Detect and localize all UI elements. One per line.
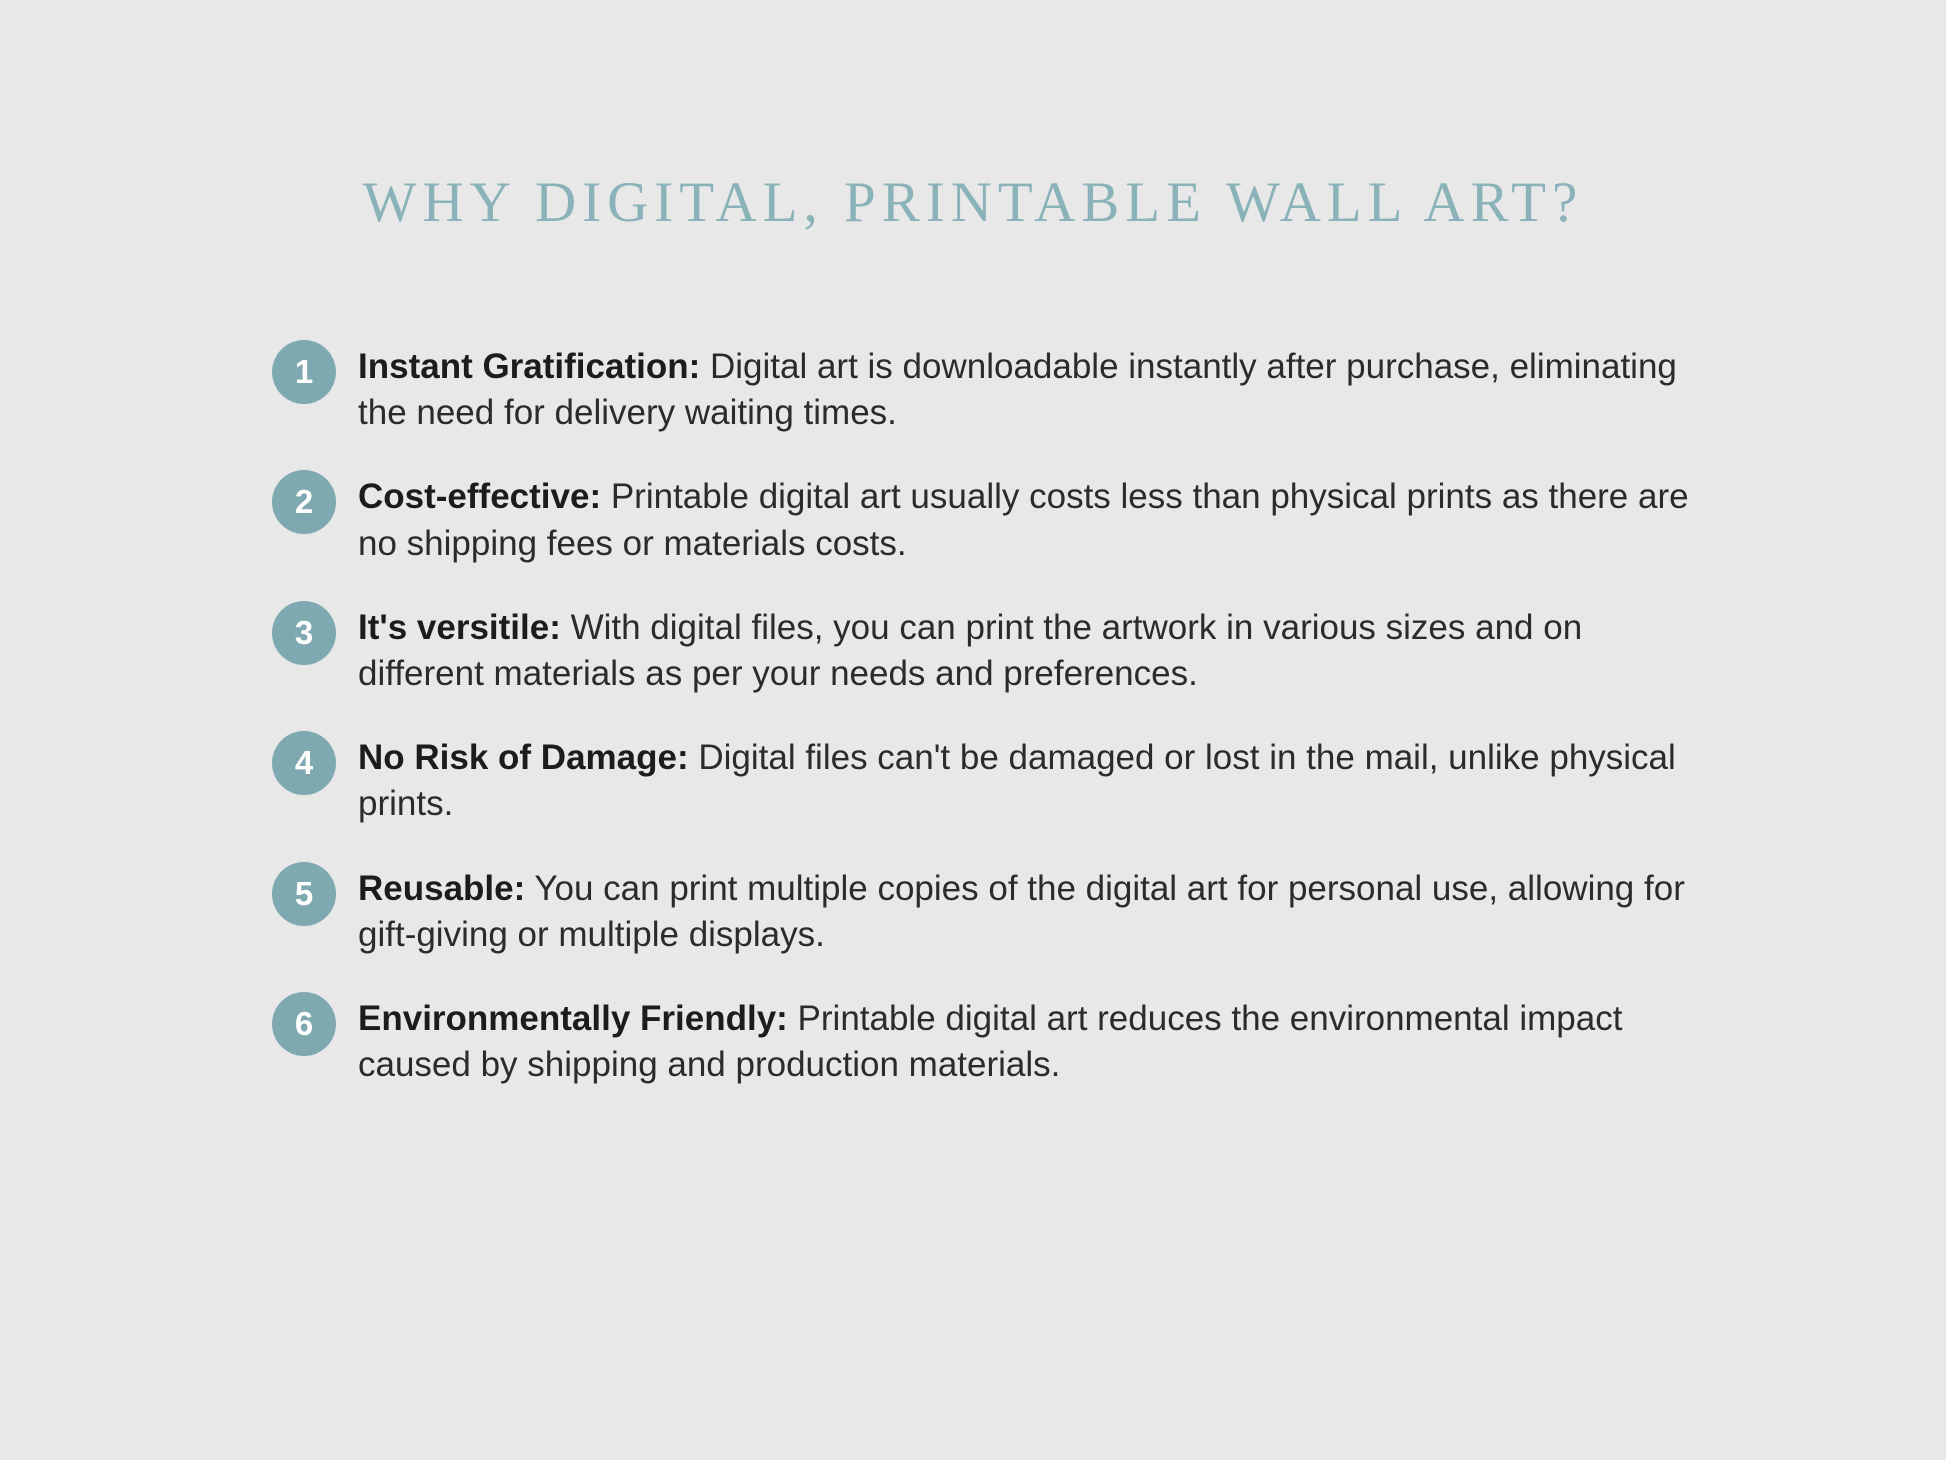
list-item-lead: Instant Gratification: [358, 347, 701, 386]
list-item-text [358, 860, 1692, 958]
list-item-lead: Environmentally Friendly: [358, 998, 788, 1038]
list-item-lead: Reusable: [358, 868, 526, 908]
benefits-list [272, 338, 1692, 1120]
list-item [272, 468, 1692, 566]
page-title: WHY DIGITAL, PRINTABLE WALL ART? [362, 171, 1584, 234]
list-item-body: With digital files, you can print the artwork in various sizes and on different materials as per your needs and preferences. [358, 607, 1583, 693]
list-item-body: Printable digital art reduces the environmental impact caused by shipping and production materials. [358, 998, 1623, 1085]
list-item-body: Printable digital art usually costs less than physical prints as there are no shipping fees or materials costs. [358, 477, 1689, 563]
list-item-lead: Cost-effective: [358, 477, 602, 517]
list-item [272, 990, 1692, 1088]
list-item-lead: It's versitile: [358, 607, 561, 647]
list-item-body: You can print multiple copies of the digital art for personal use, allowing for gift-giving or multiple displays. [358, 868, 1685, 954]
list-item-number-badge: 1 [272, 340, 336, 404]
list-item [272, 599, 1692, 697]
list-item-text [358, 599, 1692, 697]
list-item-number-badge: 2 [272, 470, 336, 534]
list-item-body: Digital files can't be damaged or lost in the mail, unlike physical prints. [358, 738, 1676, 824]
list-item-body: Digital art is downloadable instantly after purchase, eliminating the need for delivery waiting times. [358, 347, 1677, 433]
list-item [272, 860, 1692, 958]
list-item-text [358, 990, 1692, 1088]
list-item [272, 729, 1692, 827]
list-item-text [358, 468, 1692, 566]
list-item-lead: No Risk of Damage: [358, 738, 689, 778]
list-item-number-badge: 6 [272, 992, 336, 1056]
list-item-text [358, 338, 1692, 436]
list-item-number-badge: 4 [272, 731, 336, 795]
list-item-number-badge: 3 [272, 601, 336, 665]
list-item [272, 338, 1692, 436]
list-item-number-badge: 5 [272, 862, 336, 926]
list-item-text [358, 729, 1692, 827]
